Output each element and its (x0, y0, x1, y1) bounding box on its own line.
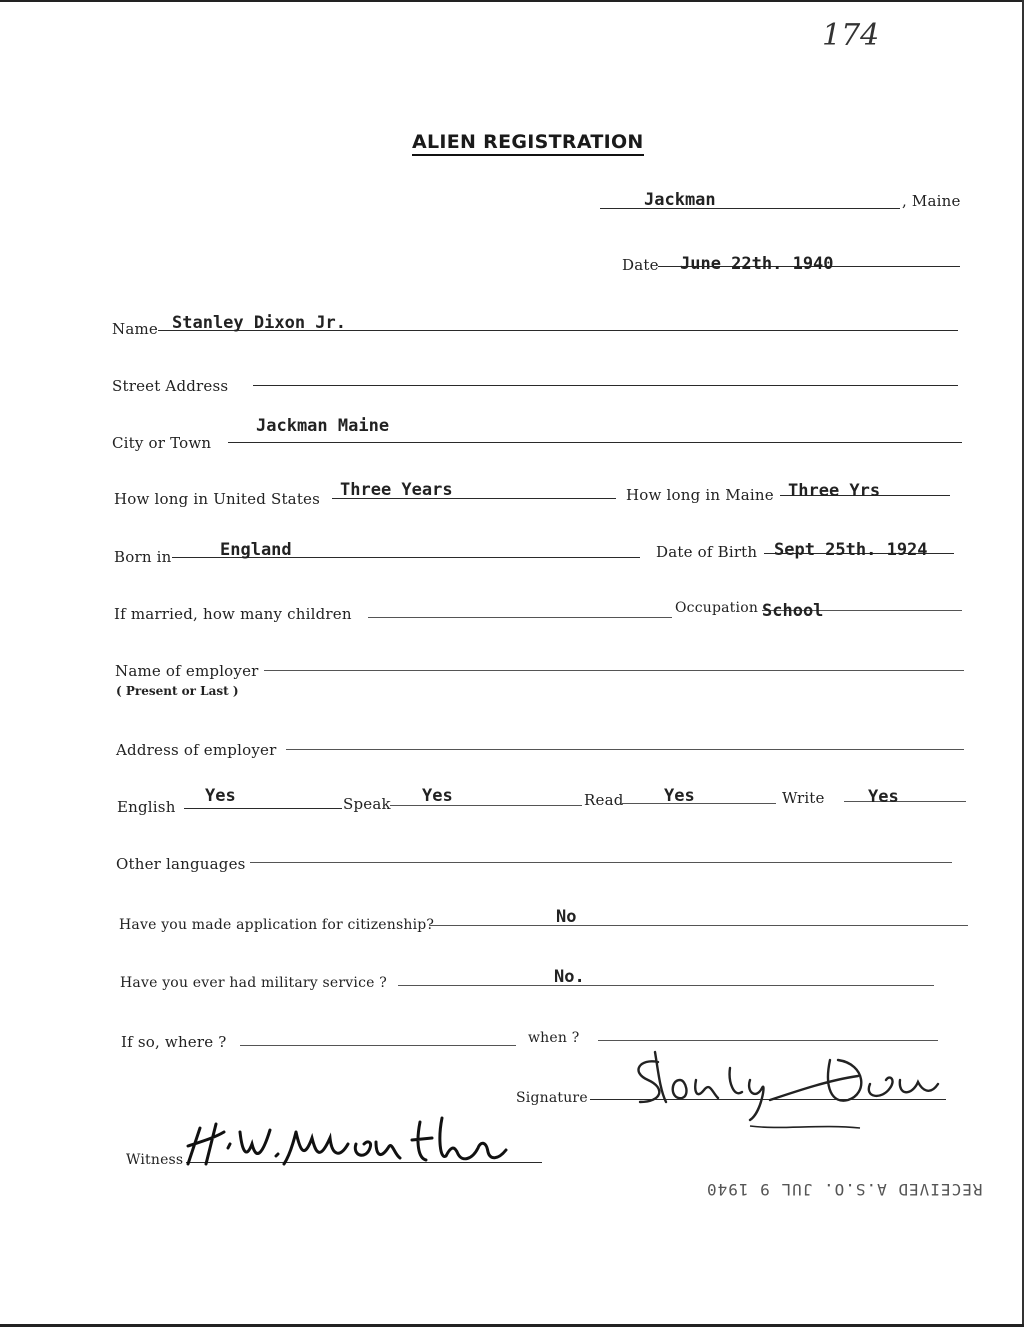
citizenship-label: Have you made application for citizenship? (119, 917, 435, 933)
write-label: Write (782, 789, 825, 807)
maine-value: Three Yrs (788, 481, 881, 501)
military-line (398, 985, 934, 986)
employer-label: Name of employer (115, 662, 259, 680)
employer-address-line (286, 749, 964, 750)
born-value: England (220, 540, 292, 560)
city-label: City or Town (112, 434, 212, 452)
town-value: Jackman (644, 190, 716, 210)
received-stamp: RECEIVED A.S.O. JUL 9 1940 (706, 1180, 983, 1199)
speak-label: Speak (343, 795, 391, 813)
speak-line (390, 805, 582, 806)
read-value: Yes (664, 786, 695, 806)
citizenship-value: No (556, 907, 577, 927)
english-label: English (117, 798, 176, 816)
read-label: Read (584, 791, 624, 809)
date-label: Date (622, 256, 659, 274)
us-value: Three Years (340, 480, 453, 500)
maine-label: How long in Maine (626, 486, 774, 504)
english-line (184, 808, 342, 809)
signature-label: Signature (516, 1090, 588, 1106)
when-label: when ? (528, 1030, 580, 1046)
page-top-edge (0, 0, 1024, 2)
dob-value: Sept 25th. 1924 (774, 540, 928, 560)
english-value: Yes (205, 786, 236, 806)
dob-label: Date of Birth (656, 543, 758, 561)
other-languages-line (250, 862, 952, 863)
name-label: Name (112, 320, 158, 338)
where-line (240, 1045, 516, 1046)
date-value: June 22th. 1940 (680, 254, 834, 274)
military-label: Have you ever had military service ? (120, 975, 387, 991)
citizenship-line (430, 925, 968, 926)
witness-label: Witness (126, 1152, 184, 1168)
us-label: How long in United States (114, 490, 321, 508)
employer-sublabel: ( Present or Last ) (116, 684, 239, 698)
read-line (622, 803, 776, 804)
employer-address-label: Address of employer (116, 741, 277, 759)
form-title: ALIEN REGISTRATION (412, 131, 644, 156)
where-label: If so, where ? (121, 1033, 227, 1051)
write-value: Yes (868, 787, 899, 807)
speak-value: Yes (422, 786, 453, 806)
name-value: Stanley Dixon Jr. (172, 313, 346, 333)
born-label: Born in (114, 548, 172, 566)
page-number: 174 (822, 18, 880, 53)
write-line (844, 801, 966, 802)
employer-line (264, 670, 964, 671)
city-value: Jackman Maine (256, 416, 390, 436)
children-label: If married, how many children (114, 605, 352, 623)
other-languages-label: Other languages (116, 855, 246, 873)
occupation-label: Occupation (675, 600, 759, 616)
military-value: No. (554, 967, 585, 987)
state-label: , Maine (902, 192, 961, 210)
witness-signature-graphic (180, 1108, 520, 1172)
town-line (600, 208, 900, 209)
children-line (368, 617, 672, 618)
occupation-value: School (762, 601, 824, 621)
signature-graphic (600, 1040, 950, 1140)
street-label: Street Address (112, 377, 229, 395)
city-line (228, 442, 962, 443)
street-line (253, 385, 958, 386)
